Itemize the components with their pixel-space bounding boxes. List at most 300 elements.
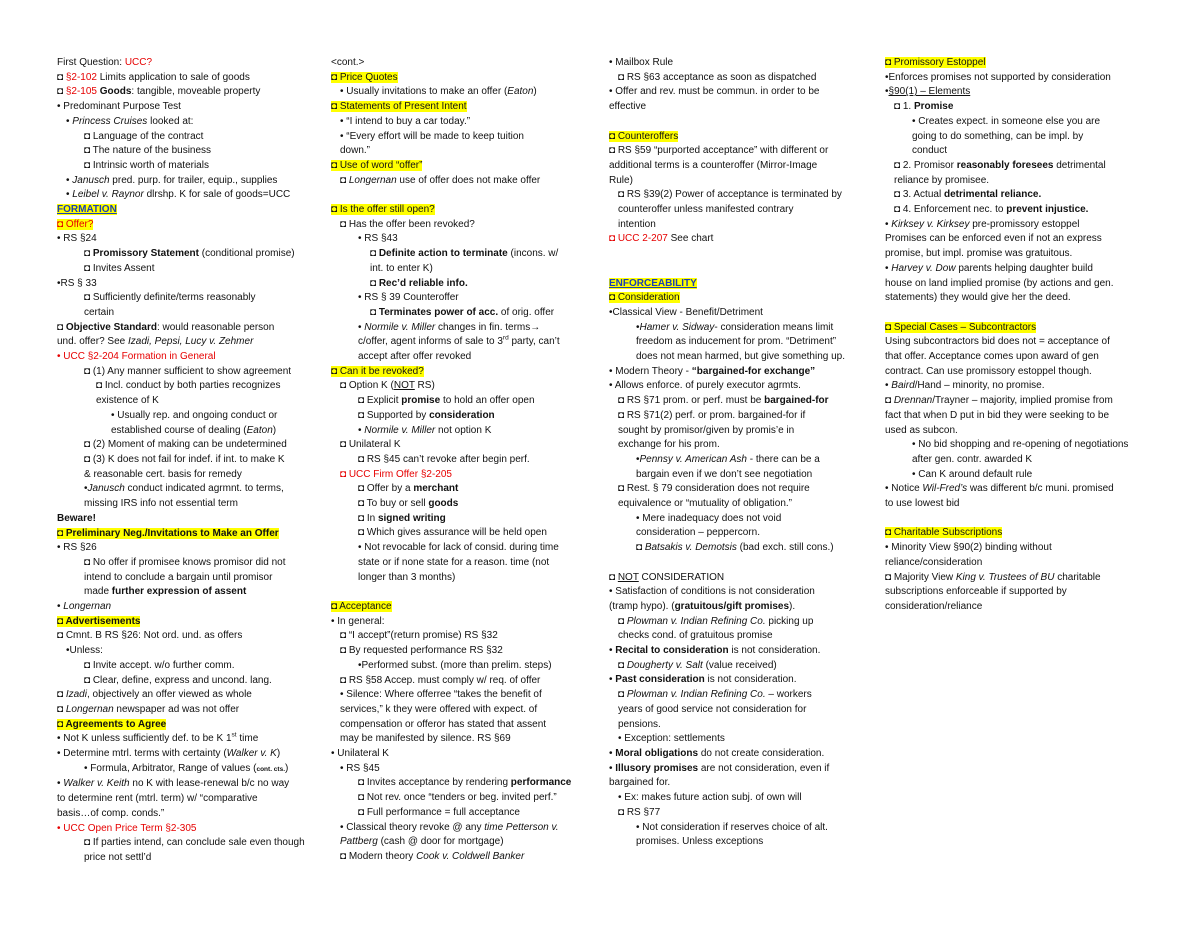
text-segment: rd [502, 335, 509, 343]
text-segment: §90(1) – Elements [888, 86, 971, 98]
text-segment: existence of K [96, 395, 159, 407]
text-segment: • [66, 189, 73, 201]
outline-line [57, 350, 319, 365]
outline-line [609, 703, 871, 718]
text-segment: made [84, 586, 112, 598]
text-segment: Recital to consideration [615, 645, 729, 657]
text-segment: • [66, 115, 73, 127]
text-segment: • [885, 262, 892, 274]
outline-line [57, 615, 319, 630]
outline-line [609, 438, 871, 453]
text-segment: • [57, 601, 64, 613]
text-segment: Rec’d reliable info. [378, 277, 468, 289]
text-segment: further expression of assent [111, 586, 247, 598]
outline-line [57, 512, 319, 527]
text-segment: ◘ [57, 703, 66, 715]
text-segment: ◘ Is the offer still open? [331, 204, 435, 216]
outline-line [609, 732, 871, 747]
outline-line [57, 822, 319, 837]
outline-line [331, 835, 593, 850]
text-segment: promises. Unless exceptions [636, 836, 764, 848]
outline-line [331, 821, 593, 836]
text-segment: ◘ UCC Firm Offer §2-205 [340, 468, 452, 480]
text-segment: Kirksey v. Kirksey [891, 218, 970, 230]
text-segment: • RS § 39 Counteroffer [358, 292, 459, 304]
text-segment: does not mean harmed, but give something up. [636, 351, 846, 363]
outline-line [331, 203, 593, 218]
outline-line [331, 585, 593, 600]
text-segment: Walker v. Keith [63, 778, 130, 790]
text-segment: • No bid shopping and re-opening of negotiations [912, 439, 1129, 451]
outline-line [609, 806, 871, 821]
text-segment: was different b/c muni. promised [967, 483, 1114, 495]
outline-line [885, 409, 1147, 424]
outline-line [331, 556, 593, 571]
text-segment: • RS §43 [358, 233, 398, 245]
text-segment: First Question: [57, 57, 125, 68]
text-segment: (incons. w/ [507, 248, 559, 260]
text-segment: counteroffer unless manifested contrary [618, 204, 794, 216]
outline-line [331, 277, 593, 292]
text-segment: ◘ Option K ( [340, 380, 394, 392]
outline-line [57, 379, 319, 394]
text-segment: ◘ The nature of the business [84, 145, 212, 157]
outline-line [885, 174, 1147, 189]
text-segment: Limits application to sale of goods [96, 71, 250, 83]
outline-line [885, 526, 1147, 541]
text-segment: Normile v. Miller [364, 321, 436, 333]
text-segment: changes in fin. terms→ [435, 321, 541, 333]
text-segment: • Classical theory revoke @ any [340, 821, 485, 833]
text-segment: consideration/reliance [885, 600, 983, 612]
text-segment: • [609, 645, 616, 657]
outline-line [57, 85, 319, 100]
outline-line [885, 585, 1147, 600]
text-segment: “bargained-for exchange” [691, 365, 816, 377]
text-segment: • Mere inadequacy does not void [636, 512, 782, 524]
text-segment: effective [609, 101, 647, 113]
text-segment: : would reasonable person [156, 321, 275, 333]
text-segment: ◘ Which gives assurance will be held open [358, 527, 547, 539]
outline-line [331, 188, 593, 203]
outline-line [331, 615, 593, 630]
text-segment: , objectively an offer viewed as whole [86, 689, 252, 701]
text-segment: bargain even if we don’t see negotiation [636, 468, 813, 480]
outline-line [57, 659, 319, 674]
text-segment: • “Every effort will be made to keep tuition [340, 130, 524, 142]
text-segment: ◘ Unilateral K [340, 439, 401, 451]
text-segment: performance [510, 777, 572, 789]
outline-line [331, 262, 593, 277]
text-segment: longer than 3 months) [358, 571, 456, 583]
outline-line [331, 115, 593, 130]
text-segment: reliance/consideration [885, 556, 983, 568]
outline-line [331, 306, 593, 321]
text-segment: freedom as inducement for prom. “Detriment” [636, 336, 837, 348]
outline-line [331, 718, 593, 733]
text-segment: parents helping daughter build [955, 262, 1093, 274]
text-segment: • UCC §2-204 Formation in General [57, 351, 216, 363]
text-segment: Longernan [65, 703, 114, 715]
text-segment: exchange for his prom. [618, 439, 720, 451]
outline-line [57, 688, 319, 703]
text-segment: ◘ (1) Any manner sufficient to show agreement [84, 365, 292, 377]
text-segment: do not create consideration. [698, 747, 825, 759]
text-segment: Hamer v. Sidway [639, 321, 715, 333]
text-segment: basis…of comp. conds.” [57, 807, 165, 819]
text-segment: ◘ RS §39(2) Power of acceptance is terminated by [618, 189, 842, 201]
text-segment: • In general: [331, 615, 385, 627]
text-segment: bargained for. [609, 777, 671, 789]
outline-line [609, 232, 871, 247]
outline-line [57, 453, 319, 468]
outline-line [331, 159, 593, 174]
text-segment: Terminates power of acc. [378, 306, 499, 318]
outline-line [331, 232, 593, 247]
text-segment: • Offer and rev. must be commun. in order to be [609, 86, 820, 98]
outline-line [609, 247, 871, 262]
text-segment: ◘ To buy or sell [358, 498, 429, 510]
outline-line [57, 438, 319, 453]
outline-line [609, 585, 871, 600]
outline-line [57, 732, 319, 747]
outline-line [331, 482, 593, 497]
text-segment: • Modern Theory - [609, 365, 692, 377]
text-segment: • [885, 86, 889, 98]
outline-line [331, 453, 593, 468]
outline-line [331, 688, 593, 703]
text-segment: is not consideration. [704, 674, 797, 686]
outline-line [609, 718, 871, 733]
text-segment: Harvey v. Dow [891, 262, 956, 274]
outline-line [609, 85, 871, 100]
outline-line [331, 703, 593, 718]
outline-line [885, 468, 1147, 483]
text-segment: Janusch [72, 174, 110, 186]
outline-line [57, 277, 319, 292]
outline-line [331, 85, 593, 100]
text-segment: looked at: [147, 115, 194, 127]
text-segment: ◘ Use of word “offer” [331, 159, 423, 171]
text-segment: ◘ Majority View [885, 571, 956, 583]
text-segment: – workers [765, 689, 812, 701]
outline-line [609, 776, 871, 791]
text-segment: • Not consideration if reserves choice of alt. [636, 821, 828, 833]
text-segment: : tangible, moveable property [131, 86, 261, 98]
text-segment: c/offer, agent informs of sale to 3 [358, 336, 503, 348]
outline-line [57, 674, 319, 689]
text-segment: contract. Can use promissory estoppel though. [885, 365, 1092, 377]
text-segment: • Silence: Where offerree “takes the benefit of [340, 689, 542, 701]
text-segment: Promissory Statement [92, 248, 199, 260]
text-segment: • [636, 321, 640, 333]
text-segment: ◘ [57, 689, 66, 701]
text-segment: to determine rent (mtrl. term) w/ “comparative [57, 793, 258, 805]
text-segment: ◘ Explicit [358, 395, 402, 407]
outline-line [331, 218, 593, 233]
text-segment: additional terms is a counteroffer (Mirror-Image [609, 159, 818, 171]
text-segment: ◘ [618, 615, 627, 627]
text-segment: - there can be a [746, 453, 820, 465]
text-segment: • [885, 218, 892, 230]
outline-line [57, 556, 319, 571]
outline-line [609, 365, 871, 380]
text-segment: CONSIDERATION [638, 571, 725, 583]
outline-line [331, 394, 593, 409]
outline-line [609, 394, 871, 409]
outline-line [331, 497, 593, 512]
text-segment: no K with lease-renewal b/c no way [129, 778, 290, 790]
outline-line [331, 732, 593, 747]
text-segment: ◘ Language of the contract [84, 130, 204, 142]
text-segment: goods [428, 498, 459, 510]
text-segment: Leibel v. Raynor [72, 189, 144, 201]
text-segment: • UCC Open Price Term §2-305 [57, 822, 197, 834]
text-segment: ◘ [636, 542, 645, 554]
outline-line [57, 541, 319, 556]
text-segment: • Determine mtrl. terms with certainty ( [57, 748, 227, 760]
outline-line [609, 791, 871, 806]
outline-line [331, 174, 593, 189]
text-segment: ◘ RS §71 prom. or perf. must be [618, 395, 765, 407]
outline-line [609, 762, 871, 777]
text-segment: Beware! [57, 512, 96, 524]
text-segment: (cash @ door for mortgage) [377, 836, 504, 848]
text-segment: ◘ “I accept”(return promise) RS §32 [340, 630, 498, 642]
text-segment: und. offer? See [57, 336, 128, 348]
outline-line [331, 350, 593, 365]
text-segment: ◘ RS §58 Accep. must comply w/ req. of offer [340, 674, 541, 686]
text-segment: /Trayner – majority, implied promise from [932, 395, 1113, 407]
outline-line [57, 851, 319, 866]
outline-line [331, 806, 593, 821]
text-segment: ◘ Price Quotes [331, 71, 398, 83]
outline-line [609, 188, 871, 203]
text-segment: ◘ Supported by [358, 409, 430, 421]
outline-line [331, 424, 593, 439]
outline-line [331, 468, 593, 483]
text-segment: • Unilateral K [331, 748, 389, 760]
text-segment: • Not revocable for lack of consid. during time [358, 542, 559, 554]
column-1 [57, 56, 319, 866]
outline-line [57, 71, 319, 86]
outline-line [57, 115, 319, 130]
text-segment: <cont.> [331, 57, 365, 68]
text-segment: Goods [96, 86, 132, 98]
text-segment: See chart [667, 233, 714, 245]
text-segment: ) [272, 424, 277, 436]
text-segment: Illusory promises [615, 762, 699, 774]
outline-line [331, 571, 593, 586]
outline-line [609, 56, 871, 71]
text-segment: ◘ 2. Promisor [894, 159, 957, 171]
text-segment: (value received) [702, 659, 777, 671]
outline-line [885, 335, 1147, 350]
outline-line [57, 56, 319, 71]
outline-line [609, 203, 871, 218]
outline-line [57, 247, 319, 262]
outline-line [57, 571, 319, 586]
outline-line [57, 424, 319, 439]
text-segment: ◘ Cmnt. B RS §26: Not ord. und. as offers [57, 630, 243, 642]
text-segment: ◘ Sufficiently definite/terms reasonably [84, 292, 256, 304]
outline-line [57, 306, 319, 321]
outline-line [57, 703, 319, 718]
text-segment: Using subcontractors bid does not = acceptance of [885, 336, 1110, 348]
outline-line [885, 482, 1147, 497]
text-segment: going to do something, can be impl. by [912, 130, 1084, 142]
outline-line [331, 674, 593, 689]
text-segment: ◘ [618, 659, 627, 671]
text-segment: ◘ RS §63 acceptance as soon as dispatched [618, 71, 817, 83]
text-segment: ◘ Preliminary Neg./Invitations to Make an Offer [57, 527, 279, 539]
outline-line [331, 291, 593, 306]
outline-line [885, 571, 1147, 586]
text-segment: bargained-for [764, 395, 829, 407]
text-segment: ◘ By requested performance RS §32 [340, 645, 503, 657]
text-segment: Walker v. K [226, 748, 277, 760]
outline-line [57, 836, 319, 851]
text-segment: Past consideration [615, 674, 705, 686]
text-segment: state or if none state for a reason. time (not [358, 556, 550, 568]
outline-line [885, 291, 1147, 306]
outline-line [609, 291, 871, 306]
outline-line [609, 468, 871, 483]
outline-line [885, 321, 1147, 336]
text-segment: • Usually invitations to make an offer ( [340, 86, 508, 98]
outline-line [609, 688, 871, 703]
outline-line [331, 71, 593, 86]
text-segment: • [609, 762, 616, 774]
outline-line [57, 144, 319, 159]
text-segment: dlrshp. K for sale of goods=UCC [143, 189, 291, 201]
outline-line [57, 468, 319, 483]
text-segment: ◘ (3) K does not fail for indef. if int. to make K [84, 453, 285, 465]
outline-line [331, 438, 593, 453]
outline-line [331, 379, 593, 394]
text-segment: FORMATION [57, 204, 117, 216]
outline-line [609, 541, 871, 556]
text-segment: ◘ UCC 2-207 [609, 233, 668, 245]
outline-line [885, 130, 1147, 145]
text-segment: ◘ RS §77 [618, 806, 661, 818]
text-segment: cont. cts. [256, 765, 286, 773]
text-segment: party, can’t [508, 336, 560, 348]
outline-line [609, 453, 871, 468]
outline-line [57, 482, 319, 497]
text-segment: may be manifested by silence. RS §69 [340, 733, 511, 745]
text-segment: subscriptions enforceable if supported by [885, 586, 1067, 598]
outline-line [57, 188, 319, 203]
outline-line [331, 335, 593, 350]
text-segment: ◘ (2) Moment of making can be undetermined [84, 439, 287, 451]
outline-line [609, 497, 871, 512]
text-segment: RS) [414, 380, 435, 392]
outline-line [331, 541, 593, 556]
text-segment: • Mailbox Rule [609, 57, 674, 68]
outline-line [885, 100, 1147, 115]
outline-line [609, 526, 871, 541]
text-segment: ◘ Advertisements [57, 615, 141, 627]
outline-line [331, 791, 593, 806]
text-segment: • [636, 453, 640, 465]
text-segment: ◘ No offer if promisee knows promisor did not [84, 556, 286, 568]
text-segment: time [236, 733, 259, 745]
text-segment: • [885, 380, 892, 392]
outline-line [609, 115, 871, 130]
text-segment: sought by promisor/given by promis’e in [618, 424, 795, 436]
text-segment: ) [276, 748, 281, 760]
text-segment: • RS §24 [57, 233, 97, 245]
text-segment: ◘ [370, 277, 379, 289]
text-segment: /Hand – minority, no promise. [914, 380, 1045, 392]
outline-line [609, 673, 871, 688]
text-segment: ◘ Charitable Subscriptions [885, 527, 1003, 539]
outline-line [885, 512, 1147, 527]
text-segment: ◘ Promissory Estoppel [885, 57, 986, 68]
outline-line [57, 218, 319, 233]
text-segment: promise [401, 395, 441, 407]
outline-line [885, 306, 1147, 321]
outline-line [885, 556, 1147, 571]
text-segment: ◘ 1. [894, 101, 914, 113]
text-segment: compensation or offeror has stated that assent [340, 718, 547, 730]
text-segment: Normile v. Miller [364, 424, 436, 436]
text-segment: st [231, 732, 237, 740]
text-segment: • [609, 674, 616, 686]
text-segment: charitable [1054, 571, 1101, 583]
text-segment: prevent injustice. [1006, 204, 1089, 216]
text-segment: §2-105 [65, 86, 97, 98]
text-segment: Objective Standard [65, 321, 157, 333]
outline-line [331, 762, 593, 777]
text-segment: ◘ 3. Actual [894, 189, 944, 201]
text-segment: Wil-Fred’s [922, 483, 968, 495]
text-segment: • [358, 321, 365, 333]
text-segment: (bad exch. still cons.) [736, 542, 834, 554]
outline-line [609, 600, 871, 615]
outline-line [57, 629, 319, 644]
outline-line [57, 174, 319, 189]
outline-line [885, 365, 1147, 380]
outline-line [609, 306, 871, 321]
outline-line [331, 56, 593, 71]
text-segment: Drennan [893, 395, 933, 407]
outline-line [57, 130, 319, 145]
outline-line [885, 497, 1147, 512]
text-segment: reliance by promisee. [894, 174, 990, 186]
text-segment: Promises can be enforced even if not an express [885, 233, 1102, 245]
outline-line [885, 159, 1147, 174]
text-segment: Definite action to terminate [378, 248, 508, 260]
text-segment: services,” k they were offered with expect. of [340, 703, 538, 715]
column-4 [885, 56, 1147, 615]
text-segment: pre-promissory estoppel [969, 218, 1080, 230]
text-segment: • Can K around default rule [912, 468, 1033, 480]
text-segment: Plowman v. Indian Refining Co. [626, 615, 766, 627]
text-segment: ◘ Acceptance [331, 600, 392, 612]
outline-line [609, 71, 871, 86]
outline-line [331, 747, 593, 762]
outline-line [331, 321, 593, 336]
text-segment: accept after offer revoked [358, 351, 472, 363]
text-segment: merchant [413, 483, 459, 495]
text-segment: of orig. offer [498, 306, 555, 318]
text-segment: Eaton [246, 424, 273, 436]
outline-line [885, 277, 1147, 292]
text-segment: to hold an offer open [440, 395, 535, 407]
text-segment: ◘ Not rev. once “tenders or beg. invited perf.” [358, 792, 557, 804]
